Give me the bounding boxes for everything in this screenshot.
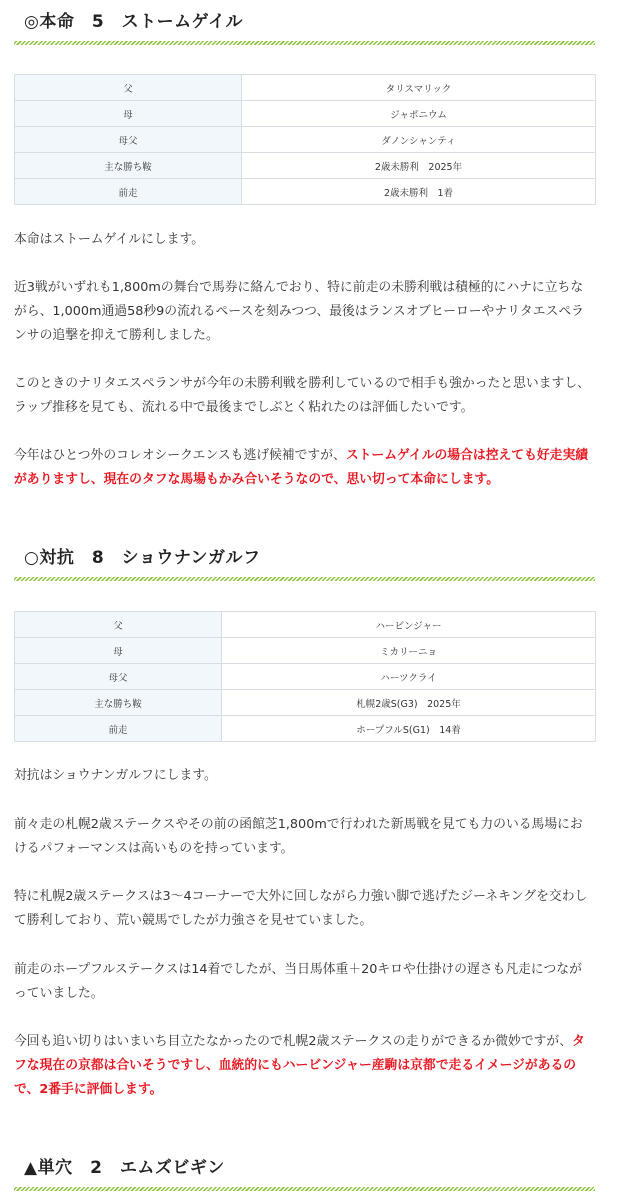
heading-underline — [14, 41, 595, 45]
table-row — [15, 664, 596, 690]
paragraph-text: 前走のホープフルステークスは14着でしたが、当日馬体重＋20キロや仕掛けの遅さも凡走につながっていました。 — [14, 962, 582, 1001]
heading-underline — [14, 1187, 595, 1191]
row-label: 母 — [15, 638, 222, 664]
paragraph-text: このときのナリタエスペランサが今年の未勝利戦を勝利しているので相手も強かったと思いますし、ラップ推移を見ても、流れる中で最後までしぶとく粘れたのは評価したいです。 — [14, 376, 590, 415]
row-value: 2歳未勝利 2025年 — [242, 153, 596, 179]
paragraph-text: 前々走の札幌2歳ステークスやその前の函館芝1,800mで行われた新馬戦を見ても力のいる馬場におけるパフォーマンスは高いものを持っています。 — [14, 817, 583, 856]
paragraph — [14, 276, 594, 348]
paragraph-text: 今年はひとつ外のコレオシークエンスも逃げ候補ですが、 — [14, 448, 346, 463]
table-row — [15, 101, 596, 127]
row-value: 札幌2歳S(G3) 2025年 — [222, 690, 596, 716]
heading-text: ○対抗 8 ショウナンガルフ — [24, 548, 261, 568]
row-value: ホープフルS(G1) 14着 — [222, 716, 596, 742]
heading-text: ▲単穴 2 エムズビギン — [24, 1158, 225, 1178]
row-value: 2歳未勝利 1着 — [242, 179, 596, 205]
horse-info-table — [14, 74, 596, 205]
row-value: タリスマリック — [242, 75, 596, 101]
highlighted-text: ストームゲイルの場合は控えても好走実績がありますし、現在のタフな馬場もかみ合いそうなので、思い切って本命にします。 — [14, 448, 589, 487]
table-row — [15, 75, 596, 101]
paragraph — [14, 444, 594, 492]
horse-info-table — [14, 611, 596, 742]
paragraph — [14, 764, 594, 788]
paragraph-text: 対抗はショウナンガルフにします。 — [14, 768, 217, 783]
row-value: ハーツクライ — [222, 664, 596, 690]
table-row — [15, 716, 596, 742]
row-label: 父 — [15, 612, 222, 638]
table-row — [15, 638, 596, 664]
paragraph-text: 特に札幌2歳ステークスは3〜4コーナーで大外に回しながら力強い脚で逃げたジーネキングを交わして勝利しており、荒い競馬でしたが力強さを見せていました。 — [14, 889, 588, 928]
row-label: 主な勝ち鞍 — [15, 153, 242, 179]
heading-text: ◎本命 5 ストームゲイル — [24, 12, 243, 32]
table-row — [15, 690, 596, 716]
paragraph — [14, 958, 594, 1006]
heading-underline — [14, 577, 595, 581]
row-label: 主な勝ち鞍 — [15, 690, 222, 716]
paragraph — [14, 813, 594, 861]
row-value: ダノンシャンティ — [242, 127, 596, 153]
paragraph — [14, 1030, 594, 1102]
paragraph-text: 今回も追い切りはいまいち目立たなかったので札幌2歳ステークスの走りができるか微妙ですが、 — [14, 1034, 573, 1049]
row-label: 母父 — [15, 664, 222, 690]
row-label: 父 — [15, 75, 242, 101]
row-label: 前走 — [15, 716, 222, 742]
row-label: 母 — [15, 101, 242, 127]
row-value: ジャポニウム — [242, 101, 596, 127]
table-row — [15, 153, 596, 179]
row-label: 前走 — [15, 179, 242, 205]
table-row — [15, 179, 596, 205]
paragraph — [14, 372, 594, 420]
paragraph-text: 本命はストームゲイルにします。 — [14, 232, 205, 247]
highlighted-text: タフな現在の京都は合いそうですし、血統的にもハービンジャー産駒は京都で走るイメージがあるので、2番手に評価します。 — [14, 1034, 585, 1097]
row-value: ミカリーニョ — [222, 638, 596, 664]
table-row — [15, 612, 596, 638]
table-row — [15, 127, 596, 153]
row-value: ハービンジャー — [222, 612, 596, 638]
paragraph — [14, 228, 594, 252]
paragraph-text: 近3戦がいずれも1,800mの舞台で馬券に絡んでおり、特に前走の未勝利戦は積極的にハナに立ちながら、1,000m通過58秒9の流れるペースを刻みつつ、最後はランスオブヒーローやナリタエスペランサの追撃を抑えて勝利しました。 — [14, 280, 584, 343]
row-label: 母父 — [15, 127, 242, 153]
paragraph — [14, 885, 594, 933]
